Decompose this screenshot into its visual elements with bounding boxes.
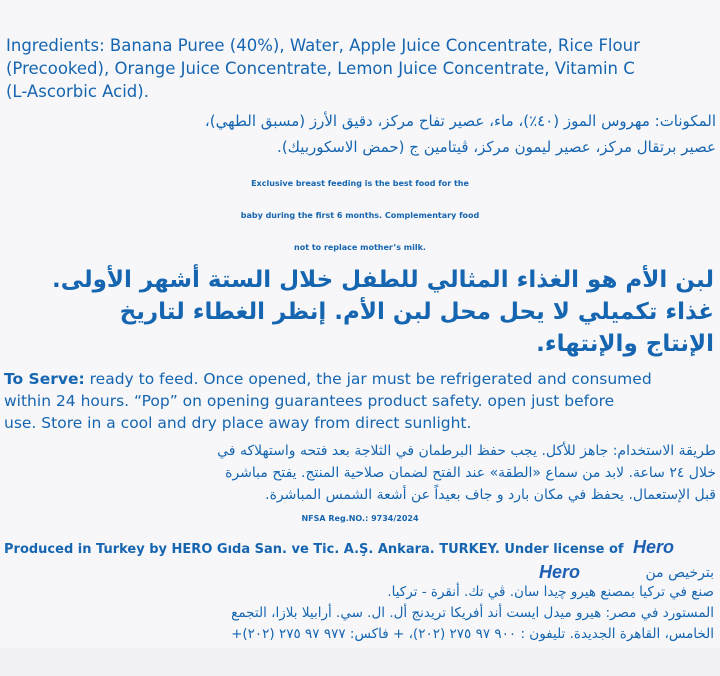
producer-ar-line: الخامس، القاهرة الجديدة. تليفون : ٩٠٠ ٩٧ ٢٧٥ (٢٠٢)، + فاكس: ٩٧٧ ٩٧ ٢٧٥ (٢٠٢)+ <box>231 626 714 642</box>
svg-text:Hero: Hero <box>633 537 675 557</box>
producer-text: Produced in Turkey by HERO Gıda San. ve Tic. A.Ş. Ankara. TURKEY. Under license of <box>4 542 624 557</box>
ingredients-ar-line: عصير برتقال مركز، عصير ليمون مركز، ڤيتامين ج (حمض الاسكوربيك). <box>277 138 716 156</box>
serve-ar-line: خلال ٢٤ ساعة. لابد من سماع «الطقة» عند الفتح لضمان صلاحية المنتج. يفتح مباشرة <box>225 465 716 481</box>
ingredients-ar-line: المكونات: مهروس الموز (٤٠٪)، ماء، عصير تفاح مركز، دقيق الأرز (مسبق الطهي)، <box>204 112 716 130</box>
ingredients-en-line: (Precooked), Orange Juice Concentrate, Lemon Juice Concentrate, Vitamin C <box>6 59 635 78</box>
serve-ar-line: طريقة الاستخدام: جاهز للأكل. يجب حفظ البرطمان في الثلاجة بعد فتحه واستهلاكه في <box>217 443 716 459</box>
breast-feeding-notice-en <box>0 168 720 264</box>
serving-instructions-en <box>4 368 652 434</box>
label-bottom-edge <box>0 648 720 676</box>
ingredients-ar <box>205 108 716 160</box>
hero-logo-graphic <box>539 562 641 582</box>
notice-ar-line: لبن الأم هو الغذاء المثالي للطفل خلال الستة أشهر الأولى. <box>51 267 714 293</box>
serve-line: use. Store in a cool and dry place away from direct sunlight. <box>4 414 472 432</box>
serve-line-text: ready to feed. Once opened, the jar must be refrigerated and consumed <box>84 370 652 388</box>
serve-label: To Serve: <box>4 370 85 388</box>
producer-ar-line: صنع في تركيا بمصنع هيرو ﭼيدا سان. ڤي تك. أنقرة - تركيا. <box>387 584 714 600</box>
serve-ar-line: قبل الإستعمال. يحفظ في مكان بارد و جاف بعيداً عن أشعة الشمس المباشرة. <box>265 487 716 503</box>
producer-statement-ar <box>231 582 714 645</box>
ingredients-en-line: Ingredients: Banana Puree (40%), Water, Apple Juice Concentrate, Rice Flour <box>6 36 640 55</box>
notice-ar-line: غذاء تكميلي لا يحل محل لبن الأم. إنظر الغطاء لتاريخ <box>119 299 714 325</box>
ingredients-en <box>6 34 640 103</box>
serve-line: within 24 hours. “Pop” on opening guarantees product safety. open just before <box>4 392 615 410</box>
producer-statement-en <box>4 538 694 560</box>
breast-feeding-notice-ar <box>52 264 714 360</box>
license-ar-text: بترخيص من <box>645 565 714 581</box>
hero-logo-graphic <box>632 538 694 556</box>
producer-ar-line: المستورد في مصر: هيرو ميدل ايست أند أفريكا تريدنج أل. ال. سي. أرابيلا بلازا، التجمع <box>231 605 714 621</box>
notice-en-line: baby during the first 6 months. Complementary food <box>240 211 480 220</box>
svg-text:Hero: Hero <box>539 562 581 582</box>
ingredients-en-line: (L-Ascorbic Acid). <box>6 82 149 101</box>
serve-line <box>4 368 652 390</box>
serving-instructions-ar <box>217 440 716 506</box>
notice-ar-line: الإنتاج والإنتهاء. <box>536 331 714 357</box>
nfsa-registration-number: NFSA Reg.NO.: 9734/2024 <box>301 514 419 523</box>
notice-en-line: Exclusive breast feeding is the best food for the <box>251 179 469 188</box>
hero-logo <box>632 538 694 560</box>
notice-en-line: not to replace mother’s milk. <box>294 243 426 252</box>
